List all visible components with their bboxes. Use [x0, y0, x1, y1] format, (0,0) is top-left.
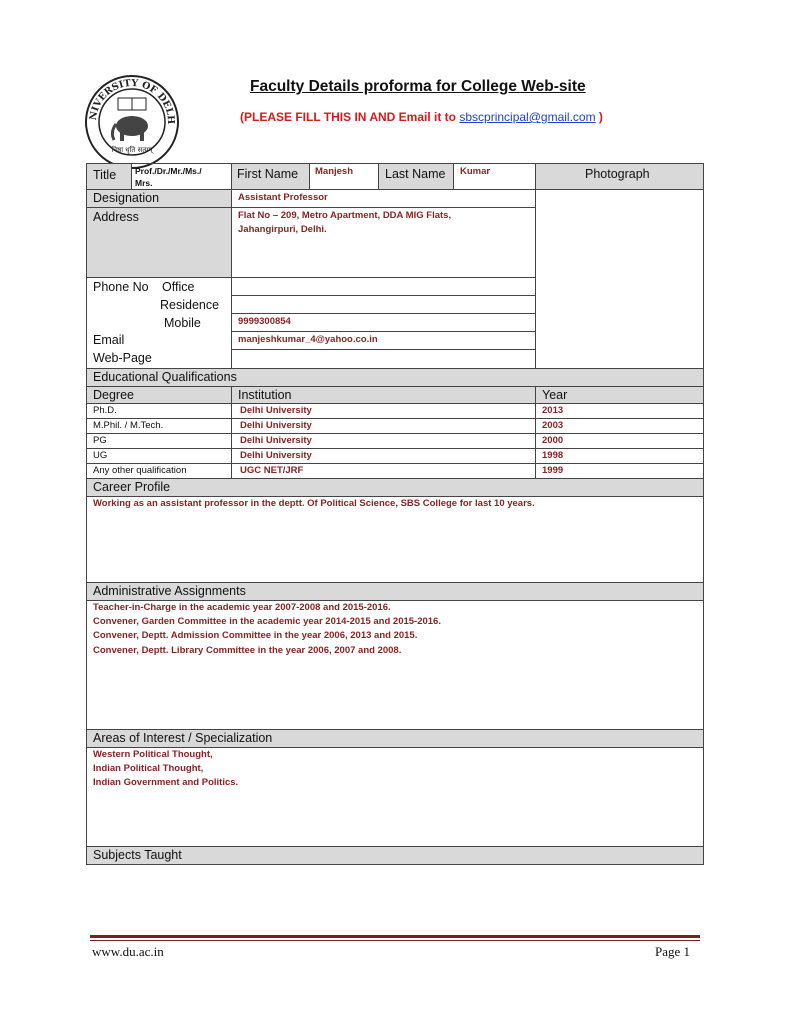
designation-label: Designation [93, 191, 160, 205]
mobile-value: 9999300854 [238, 316, 291, 327]
address-label: Address [93, 210, 139, 224]
email-label: Email [93, 333, 125, 347]
university-seal-logo [84, 74, 180, 170]
interest-line: Indian Government and Politics. [93, 777, 239, 788]
mobile-label: Mobile [164, 316, 201, 330]
footer-rule-thin [90, 940, 700, 941]
title-options-line2: Mrs. [135, 178, 153, 188]
residence-phone-field[interactable] [231, 295, 536, 314]
admin-section-label: Administrative Assignments [93, 584, 246, 598]
institution-cell: Delhi University [240, 450, 312, 461]
year-header: Year [542, 388, 568, 402]
office-label: Office [162, 280, 195, 294]
table-row [86, 448, 704, 464]
title-label: Title [93, 168, 117, 182]
year-cell: 1998 [542, 450, 564, 461]
instruction-prefix: (PLEASE FILL THIS IN AND Email it to [240, 110, 460, 124]
institution-cell: Delhi University [240, 420, 312, 431]
interest-line: Indian Political Thought, [93, 763, 204, 774]
instruction-text [240, 110, 603, 124]
address-line2: Jahangirpuri, Delhi. [238, 224, 327, 235]
residence-label: Residence [160, 298, 220, 312]
webpage-field[interactable] [231, 349, 536, 369]
degree-cell: UG [93, 450, 108, 461]
footer-website: www.du.ac.in [92, 944, 164, 959]
first-name-label: First Name [237, 167, 299, 181]
svg-text:UNIVERSITY OF DELHI: NIVERSITY OF DELH [87, 77, 177, 125]
career-profile-text: Working as an assistant professor in the deptt. Of Political Science, SBS College for last 10 years. [93, 498, 535, 509]
year-cell: 2003 [542, 420, 564, 431]
office-phone-field[interactable] [231, 277, 536, 296]
webpage-label: Web-Page [93, 351, 152, 365]
table-row [86, 403, 704, 419]
last-name-value: Kumar [460, 166, 491, 177]
table-row [86, 418, 704, 434]
degree-cell: Any other qualification [93, 465, 187, 476]
title-options-line1: Prof./Dr./Mr./Ms./ [135, 166, 202, 176]
interest-line: Western Political Thought, [93, 749, 213, 760]
year-cell: 2000 [542, 435, 564, 446]
page-title: Faculty Details proforma for College Web-site [250, 78, 586, 95]
degree-cell: Ph.D. [93, 405, 117, 416]
subjects-section-label: Subjects Taught [93, 848, 182, 862]
career-profile-field[interactable] [86, 496, 704, 583]
first-name-value: Manjesh [315, 166, 354, 177]
career-section-label: Career Profile [93, 480, 171, 494]
career-section-header [86, 478, 704, 497]
address-line1: Flat No – 209, Metro Apartment, DDA MIG Flats, [238, 210, 452, 221]
admin-line: Convener, Deptt. Admission Committee in the year 2006, 2013 and 2015. [93, 630, 418, 641]
admin-line: Convener, Garden Committee in the academic year 2014-2015 and 2015-2016. [93, 616, 441, 627]
education-section-label: Educational Qualifications [93, 370, 237, 384]
institution-cell: Delhi University [240, 435, 312, 446]
institution-header: Institution [238, 388, 292, 402]
degree-header: Degree [93, 388, 134, 402]
photograph-label: Photograph [585, 167, 650, 181]
year-cell: 2013 [542, 405, 564, 416]
table-row [86, 433, 704, 449]
instruction-suffix: ) [595, 110, 603, 124]
svg-text:निष्ठा धृति सत्यम्: निष्ठा धृति सत्यम् [111, 146, 153, 154]
photograph-box[interactable] [535, 189, 704, 369]
designation-value: Assistant Professor [238, 192, 328, 203]
admin-line: Convener, Deptt. Library Committee in the year 2006, 2007 and 2008. [93, 645, 402, 656]
degree-cell: M.Phil. / M.Tech. [93, 420, 164, 431]
last-name-label: Last Name [385, 167, 446, 181]
email-value: manjeshkumar_4@yahoo.co.in [238, 334, 378, 345]
phone-label: Phone No [93, 280, 149, 294]
admin-line: Teacher-in-Charge in the academic year 2007-2008 and 2015-2016. [93, 602, 391, 613]
year-cell: 1999 [542, 465, 564, 476]
interests-field[interactable] [86, 747, 704, 847]
institution-cell: UGC NET/JRF [240, 465, 304, 476]
instruction-email-link[interactable]: sbscprincipal@gmail.com [459, 110, 596, 124]
institution-cell: Delhi University [240, 405, 312, 416]
interests-section-label: Areas of Interest / Specialization [93, 731, 273, 745]
footer-rule-thick [90, 935, 700, 938]
degree-cell: PG [93, 435, 107, 446]
footer-page-number: Page 1 [655, 944, 691, 959]
